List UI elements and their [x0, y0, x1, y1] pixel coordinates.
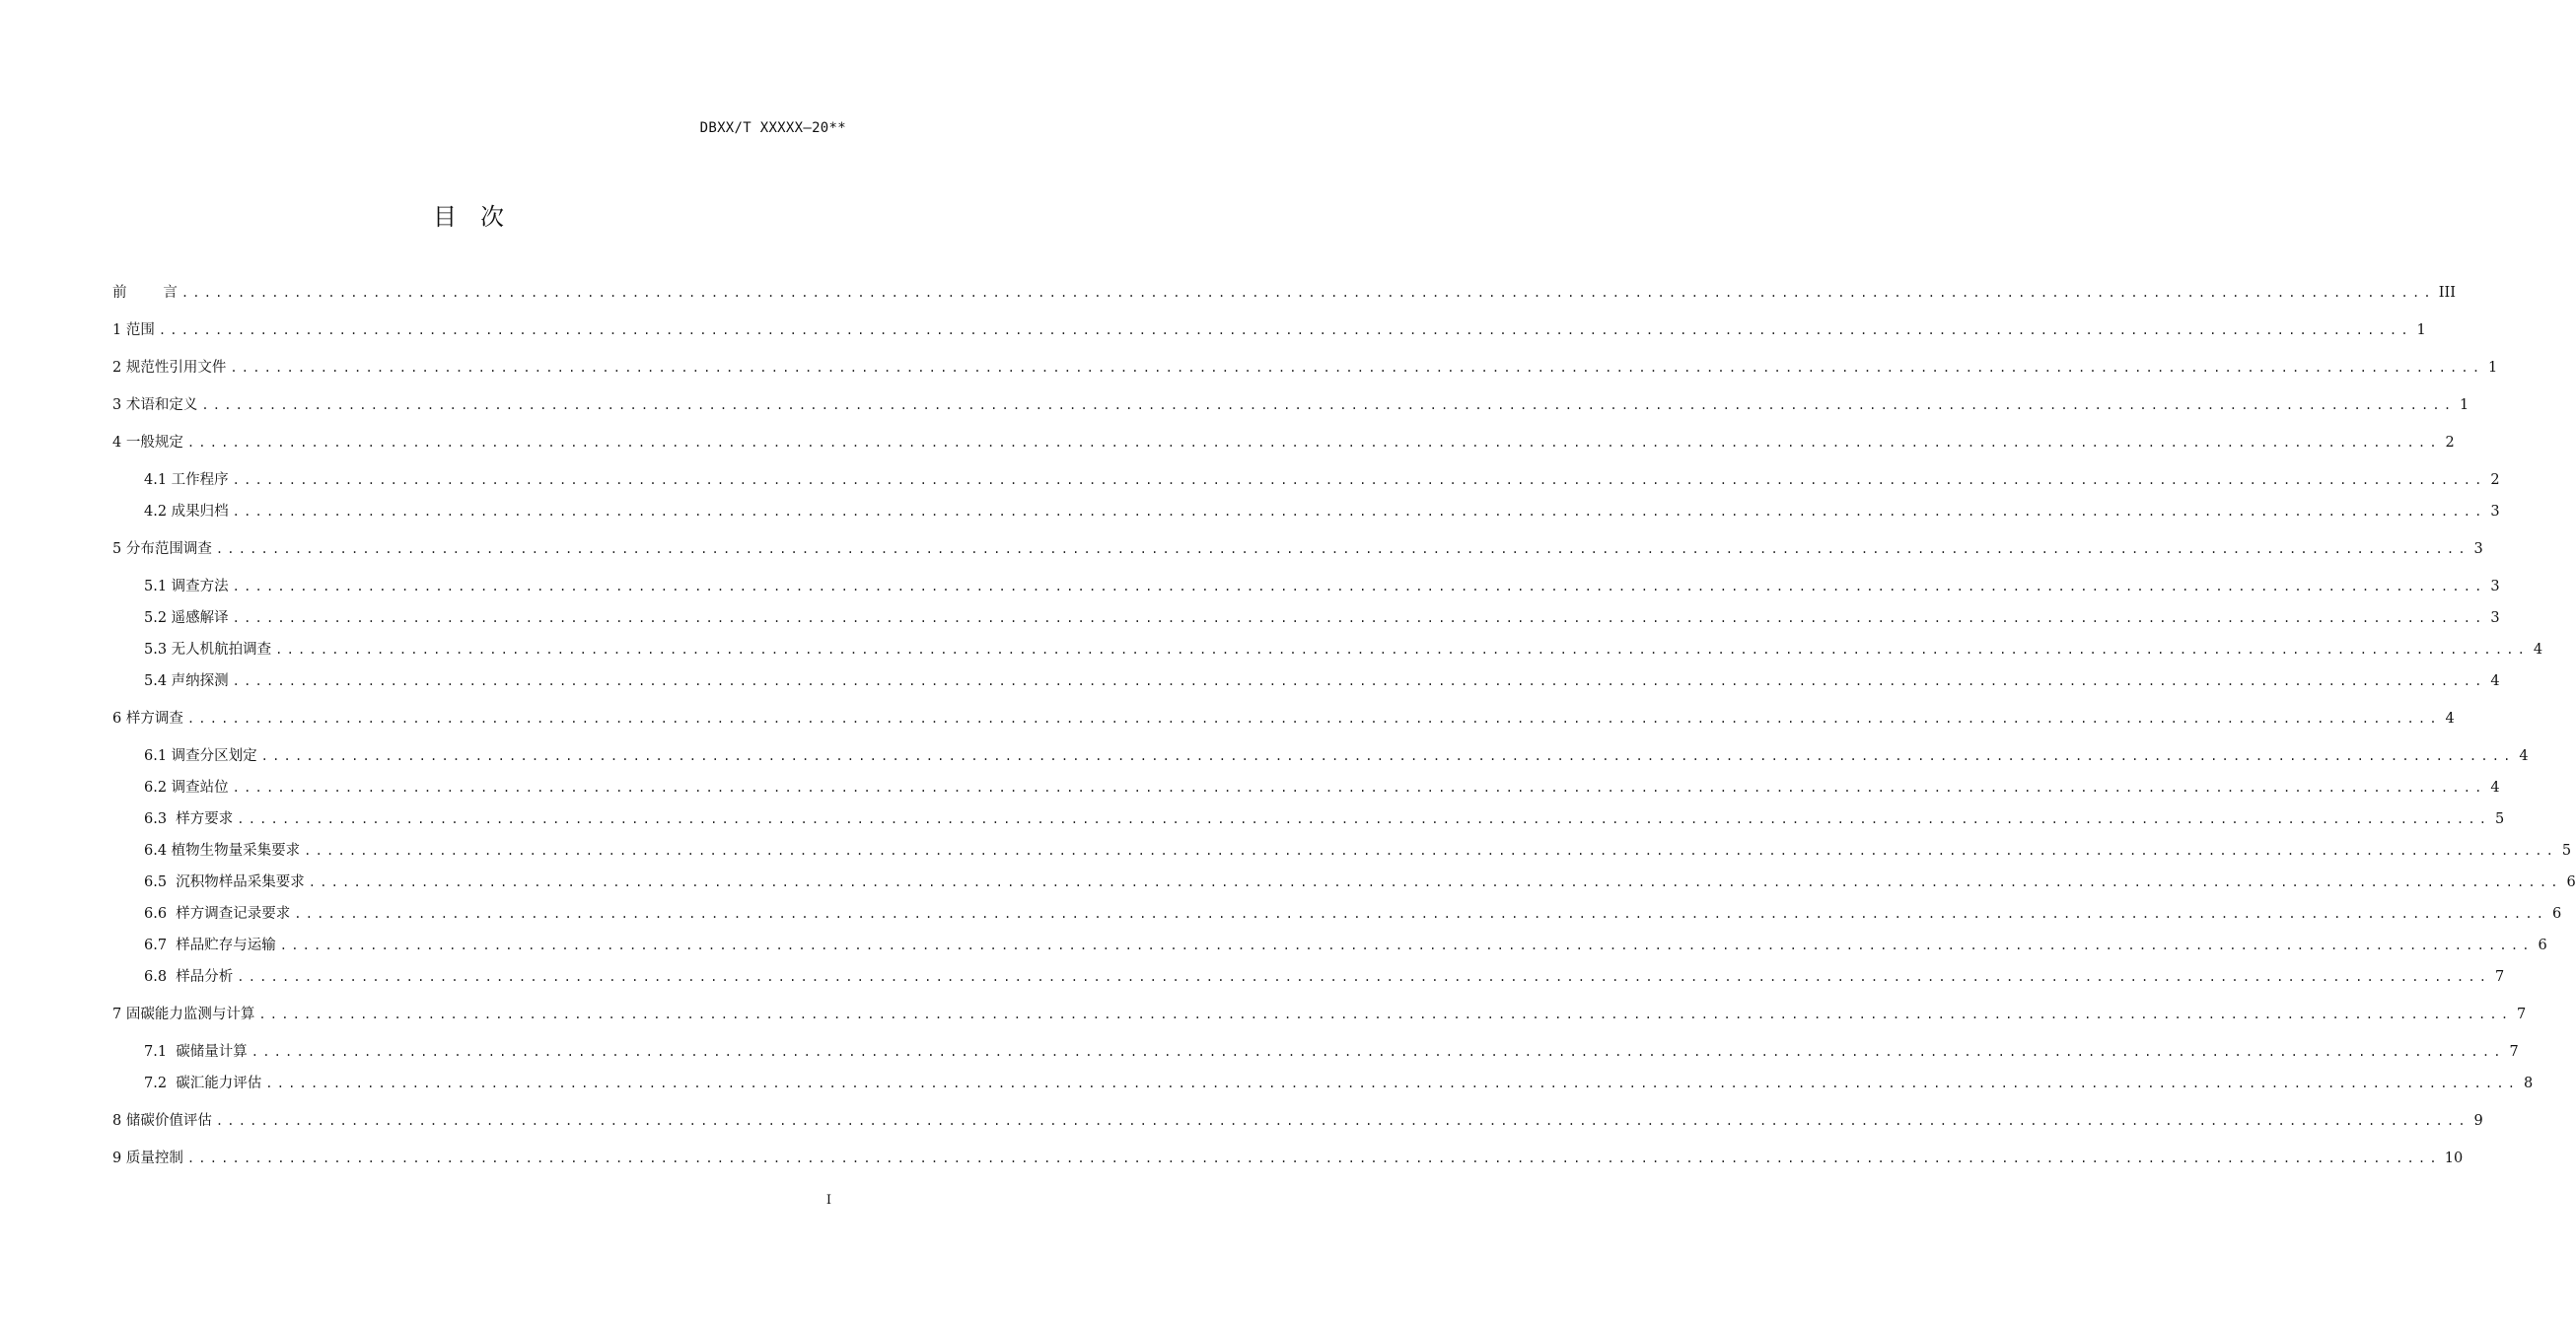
- toc-entry-page: 3: [2490, 504, 2500, 520]
- toc-entry-9[interactable]: [112, 1149, 2464, 1168]
- toc-leader-dots: ........................................................................................................................................................................................................: [232, 611, 2486, 625]
- toc-entry-8[interactable]: [112, 1111, 2483, 1131]
- toc-entry-6-4[interactable]: [144, 841, 2572, 861]
- toc-leader-dots: ........................................................................................................................................................................................................: [215, 1114, 2469, 1128]
- toc-leader-dots: ........................................................................................................................................................................................................: [232, 473, 2486, 487]
- toc-leader-dots: ........................................................................................................................................................................................................: [158, 323, 2412, 337]
- toc-entry-2[interactable]: [112, 358, 2498, 378]
- toc-entry-page: 6: [2551, 906, 2562, 922]
- toc-entry-label: 8 储碳价值评估: [112, 1113, 212, 1129]
- toc-leader-dots: ........................................................................................................................................................................................................: [232, 781, 2486, 795]
- toc-entry-label: 7.1 碳储量计算: [144, 1044, 248, 1060]
- toc-leader-dots: ........................................................................................................................................................................................................: [308, 875, 2562, 889]
- toc-entry-label: 6.7 样品贮存与运输: [144, 938, 276, 953]
- toc-leader-dots: ........................................................................................................................................................................................................: [304, 844, 2558, 858]
- toc-entry-5-4[interactable]: [144, 671, 2500, 691]
- toc-leader-dots: ........................................................................................................................................................................................................: [230, 361, 2484, 375]
- toc-leader-dots: ........................................................................................................................................................................................................: [250, 1045, 2505, 1059]
- toc-entry-6-1[interactable]: [144, 746, 2529, 766]
- toc-entry-label: 6.1 调查分区划定: [144, 748, 257, 764]
- toc-leader-dots: ........................................................................................................................................................................................................: [279, 939, 2534, 952]
- toc-entry-label: 3 术语和定义: [112, 397, 198, 413]
- toc-entry-label: 5.1 调查方法: [144, 579, 229, 594]
- toc-entry-label: 4.1 工作程序: [144, 472, 229, 488]
- toc-entry-5[interactable]: [112, 539, 2483, 559]
- toc-entry-label: 5.2 遥感解译: [144, 610, 229, 626]
- toc-leader-dots: ........................................................................................................................................................................................................: [275, 643, 2530, 657]
- toc-entry-label: 2 规范性引用文件: [112, 360, 227, 376]
- toc-entry-page: 10: [2444, 1151, 2464, 1166]
- toc-leader-dots: ........................................................................................................................................................................................................: [237, 970, 2491, 984]
- toc-entry-foreword[interactable]: [112, 283, 2456, 303]
- toc-entry-4[interactable]: [112, 433, 2455, 453]
- toc-entry-page: 8: [2523, 1076, 2534, 1091]
- toc-leader-dots: ........................................................................................................................................................................................................: [237, 812, 2491, 826]
- toc-entry-6-3[interactable]: [144, 809, 2505, 829]
- toc-entry-5-2[interactable]: [144, 608, 2500, 628]
- page-title: 目次: [433, 203, 528, 231]
- toc-entry-page: 3: [2490, 579, 2500, 594]
- toc-entry-page: 5: [2494, 811, 2505, 827]
- toc-entry-6-2[interactable]: [144, 778, 2500, 798]
- toc-leader-dots: ........................................................................................................................................................................................................: [232, 580, 2486, 593]
- toc-entry-label: 5.4 声纳探测: [144, 673, 229, 689]
- toc-entry-page: III: [2438, 285, 2456, 301]
- toc-entry-page: 1: [2460, 397, 2469, 413]
- toc-entry-page: 6: [2566, 874, 2576, 890]
- toc-entry-label: 6 样方调查: [112, 711, 183, 727]
- toc-entry-label: 1 范围: [112, 322, 155, 338]
- toc-entry-page: 1: [2416, 322, 2426, 338]
- toc-entry-page: 4: [2445, 711, 2455, 727]
- toc-leader-dots: ........................................................................................................................................................................................................: [260, 749, 2515, 763]
- toc-entry-label: 5 分布范围调查: [112, 541, 212, 557]
- toc-entry-label: 6.6 样方调查记录要求: [144, 906, 291, 922]
- toc-entry-page: 7: [2494, 969, 2505, 985]
- toc-entry-7-1[interactable]: [144, 1042, 2519, 1062]
- toc-entry-page: 7: [2517, 1007, 2527, 1022]
- toc-entry-6[interactable]: [112, 709, 2455, 729]
- toc-entry-page: 2: [2445, 435, 2455, 451]
- toc-entry-page: 6: [2538, 938, 2547, 953]
- toc-entry-4-2[interactable]: [144, 502, 2500, 522]
- toc-entry-5-1[interactable]: [144, 577, 2500, 596]
- toc-entry-label: 6.3 样方要求: [144, 811, 234, 827]
- toc-entry-label: 4.2 成果归档: [144, 504, 229, 520]
- toc-entry-page: 4: [2490, 673, 2500, 689]
- toc-leader-dots: ........................................................................................................................................................................................................: [186, 712, 2441, 726]
- toc-entry-1[interactable]: [112, 320, 2426, 340]
- toc-entry-page: 9: [2473, 1113, 2483, 1129]
- toc-entry-7[interactable]: [112, 1005, 2527, 1024]
- toc-entry-page: 4: [2490, 780, 2500, 796]
- toc-entry-6-7[interactable]: [144, 936, 2547, 955]
- toc-entry-page: 5: [2561, 843, 2572, 859]
- toc-entry-label: 6.5 沉积物样品采集要求: [144, 874, 305, 890]
- page-number: I: [825, 1193, 831, 1208]
- toc-entry-6-8[interactable]: [144, 967, 2505, 987]
- toc-entry-3[interactable]: [112, 395, 2469, 415]
- toc-leader-dots: ........................................................................................................................................................................................................: [215, 542, 2469, 556]
- toc-leader-dots: ........................................................................................................................................................................................................: [201, 398, 2456, 412]
- toc-entry-5-3[interactable]: [144, 640, 2543, 660]
- toc-entry-7-2[interactable]: [144, 1074, 2534, 1093]
- toc-leader-dots: ........................................................................................................................................................................................................: [232, 674, 2486, 688]
- toc-entry-label: 6.2 调查站位: [144, 780, 229, 796]
- toc-leader-dots: ........................................................................................................................................................................................................: [265, 1077, 2520, 1090]
- toc-leader-dots: ........................................................................................................................................................................................................: [232, 505, 2486, 519]
- toc-entry-label: 7.2 碳汇能力评估: [144, 1076, 262, 1091]
- toc-entry-page: 3: [2490, 610, 2500, 626]
- toc-entry-page: 1: [2488, 360, 2498, 376]
- toc-leader-dots: ........................................................................................................................................................................................................: [180, 286, 2435, 300]
- document-code: DBXX/T XXXXX—20**: [699, 120, 846, 136]
- toc-entry-page: 4: [2533, 642, 2543, 658]
- toc-leader-dots: ........................................................................................................................................................................................................: [258, 1008, 2513, 1021]
- toc-entry-page: 2: [2490, 472, 2500, 488]
- toc-leader-dots: ........................................................................................................................................................................................................: [186, 1151, 2441, 1165]
- toc-entry-page: 3: [2473, 541, 2483, 557]
- toc-entry-page: 4: [2519, 748, 2529, 764]
- toc-entry-4-1[interactable]: [144, 470, 2500, 490]
- toc-entry-label: 5.3 无人机航拍调查: [144, 642, 272, 658]
- toc-entry-label: 4 一般规定: [112, 435, 183, 451]
- toc-entry-label: 7 固碳能力监测与计算: [112, 1007, 255, 1022]
- toc-entry-label: 6.8 样品分析: [144, 969, 234, 985]
- toc-entry-label: 9 质量控制: [112, 1151, 183, 1166]
- toc-entry-6-5[interactable]: [144, 872, 2576, 892]
- toc-leader-dots: ........................................................................................................................................................................................................: [186, 436, 2441, 450]
- toc-entry-page: 7: [2509, 1044, 2519, 1060]
- toc-leader-dots: ........................................................................................................................................................................................................: [294, 907, 2548, 921]
- toc-entry-label: 6.4 植物生物量采集要求: [144, 843, 301, 859]
- toc-entry-label: 前 言: [112, 285, 178, 301]
- toc-entry-6-6[interactable]: [144, 904, 2562, 924]
